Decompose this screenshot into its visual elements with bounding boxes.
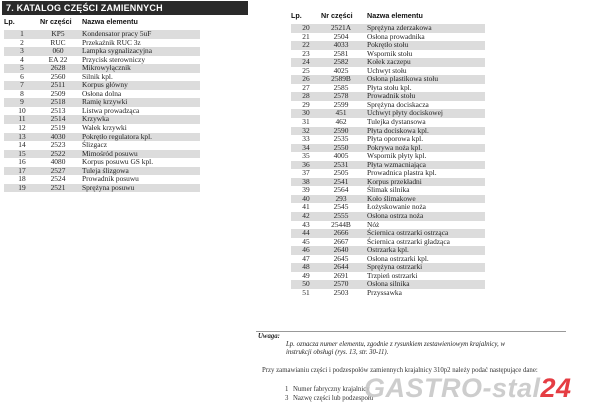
cell-lp: 33	[302, 134, 310, 144]
cell-part-name: Mikrowyłącznik	[76, 64, 200, 73]
col-header-name: Nazwa elementu	[82, 17, 138, 26]
cell-part-number: 2513	[50, 105, 66, 115]
cell-part-number: 2590	[321, 127, 361, 136]
cell-part-name: Trzpień ostrzarki	[367, 270, 418, 280]
cell-part-name: Płyta dociskowa kpl.	[361, 127, 485, 136]
cell-lp: 6	[20, 71, 24, 81]
cell-part-name: Lampka sygnalizacyjna	[76, 47, 200, 56]
cell-part-number: 2691	[333, 270, 349, 280]
cell-lp: 15	[4, 150, 40, 159]
cell-part-number: 2504	[333, 31, 349, 41]
cell-part-name: Sprężyna ostrzarki	[361, 263, 485, 272]
cell-part-number: 2550	[321, 144, 361, 153]
col-header-name: Nazwa elementu	[367, 11, 423, 20]
cell-part-number: 060	[40, 47, 76, 56]
cell-part-name: Sprężyna posuwu	[76, 184, 200, 193]
cell-lp: 17	[4, 167, 40, 176]
cell-part-number: 2555	[321, 212, 361, 221]
cell-lp: 30	[291, 109, 321, 118]
cell-part-name: Płyta oporowa kpl.	[367, 134, 424, 144]
cell-part-name: Płyta stołu kpl.	[367, 82, 412, 92]
cell-part-name: Przekaźnik RUC 3z	[82, 37, 141, 47]
cell-part-number: 2667	[333, 236, 349, 246]
cell-lp: 42	[291, 212, 321, 221]
cell-part-number: 2585	[333, 82, 349, 92]
note-box	[256, 331, 566, 356]
cell-lp: 23	[302, 48, 310, 58]
cell-lp: 46	[291, 246, 321, 255]
ordering-intro: Przy zamawianiu części i podzespołów zamiennych krajalnicy 310p2 należy podać następujące dane:	[262, 367, 538, 374]
cell-part-name: Wspornik płyty kpl.	[367, 151, 427, 161]
cell-lp: 37	[302, 168, 310, 178]
cell-lp: 32	[291, 127, 321, 136]
cell-lp: 40	[291, 195, 321, 204]
cell-lp: 26	[291, 75, 321, 84]
cell-part-name: Osłona silnika	[361, 280, 485, 289]
list-item	[285, 394, 373, 403]
cell-part-number: 4030	[40, 133, 76, 142]
cell-lp: 10	[18, 105, 26, 115]
cell-part-name: Korpus główny	[76, 81, 200, 90]
cell-lp: 2	[20, 37, 24, 47]
cell-part-number: 2535	[333, 134, 349, 144]
cell-part-name: Sprężyna zderzakowa	[361, 24, 485, 33]
cell-part-name: Prowadnik stołu	[361, 92, 485, 101]
cell-part-number: 2505	[333, 168, 349, 178]
cell-part-name: Listwa prowadząca	[82, 105, 140, 115]
cell-part-name: Pokrywa noża kpl.	[361, 144, 485, 153]
cell-part-name: Pokrętło regulatora kpl.	[76, 133, 200, 142]
cell-part-name: Łożyskowanie noża	[367, 202, 426, 212]
cell-part-number: 2599	[333, 99, 349, 109]
cell-lp: 9	[4, 98, 40, 107]
col-header-lp: Lp.	[291, 11, 302, 20]
cell-part-name: Silnik kpl.	[82, 71, 113, 81]
cell-part-name: Prowadnik posuwu	[82, 174, 139, 184]
cell-part-number: 2524	[50, 174, 66, 184]
cell-lp: 36	[291, 161, 321, 170]
note-text: Lp. oznacza numer elementu, zgodnie z rysunkiem zestawieniowym krajalnicy, w instrukcji obsługi (rys. 13, str. 30-11).	[286, 341, 505, 356]
cell-part-name: Uchwyt stołu	[367, 65, 407, 75]
cell-part-name: Tuleja ślizgowa	[76, 167, 200, 176]
cell-part-name: Kondensator pracy 5uF	[76, 30, 200, 39]
cell-part-number: 4080	[50, 157, 66, 167]
cell-lp: 18	[18, 174, 26, 184]
col-header-lp: Lp.	[4, 17, 15, 26]
cell-part-name: Płyta wzmacniająca	[361, 161, 485, 170]
cell-lp: 8	[20, 88, 24, 98]
cell-lp: 48	[291, 263, 321, 272]
cell-part-number: 2511	[40, 81, 76, 90]
cell-part-number: 2578	[321, 92, 361, 101]
cell-lp: 21	[302, 31, 310, 41]
cell-part-number: 2628	[40, 64, 76, 73]
cell-part-name: Prowadnica plastra kpl.	[367, 168, 437, 178]
cell-part-name: Przycisk sterowniczy	[82, 54, 146, 64]
cell-part-name: Wspornik stołu	[367, 48, 413, 58]
cell-part-name: Koło ślimakowe	[361, 195, 485, 204]
watermark-main: GASTRO-stal	[364, 373, 541, 403]
section-title: 7. KATALOG CZĘŚCI ZAMIENNYCH	[2, 1, 248, 15]
cell-lp: 20	[291, 24, 321, 33]
list-item-number: 1	[285, 386, 289, 393]
cell-part-number: 2527	[40, 167, 76, 176]
watermark-logo	[364, 373, 572, 404]
list-item-number: 3	[285, 395, 289, 402]
cell-part-name: Pokrętło stołu	[361, 41, 485, 50]
cell-lp: 29	[302, 99, 310, 109]
cell-lp: 19	[4, 184, 40, 193]
cell-lp: 44	[291, 229, 321, 238]
list-item-text: Nazwę części lub podzespołu	[293, 395, 374, 402]
cell-part-number: 2518	[40, 98, 76, 107]
cell-part-number: 4025	[333, 65, 349, 75]
cell-part-number: 2560	[50, 71, 66, 81]
cell-part-name: Ślimak silnika	[367, 185, 410, 195]
cell-part-number: 2521A	[321, 24, 361, 33]
cell-part-number: 2666	[321, 229, 361, 238]
cell-part-number: 2503	[333, 287, 349, 297]
cell-part-number: 2519	[50, 123, 66, 133]
cell-part-number: RUC	[50, 37, 66, 47]
cell-part-name: Osłona prowadnika	[367, 31, 425, 41]
cell-part-number: 2589B	[321, 75, 361, 84]
cell-lp: 5	[4, 64, 40, 73]
cell-part-number: 2522	[40, 150, 76, 159]
cell-lp: 45	[302, 236, 310, 246]
parts-table-right	[291, 11, 485, 298]
cell-lp: 27	[302, 82, 310, 92]
cell-lp: 7	[4, 81, 40, 90]
cell-lp: 47	[302, 253, 310, 263]
cell-part-name: Sprężyna dociskacza	[367, 99, 429, 109]
cell-lp: 16	[18, 157, 26, 167]
cell-part-name: Ostrzarka kpl.	[361, 246, 485, 255]
cell-part-name: Kołek zaczepu	[361, 58, 485, 67]
cell-lp: 4	[20, 54, 24, 64]
cell-lp: 41	[302, 202, 310, 212]
cell-lp: 50	[291, 280, 321, 289]
cell-part-name: Przyssawka	[367, 287, 402, 297]
cell-part-name: Nóż	[367, 219, 380, 229]
cell-part-name: Osłona ostrzarki kpl.	[367, 253, 429, 263]
list-item-text: Numer fabryczny krajalnicy	[293, 386, 370, 393]
cell-lp: 51	[302, 287, 310, 297]
cell-lp: 38	[291, 178, 321, 187]
cell-part-name: Korpus przekładni	[361, 178, 485, 187]
parts-table-left	[4, 17, 200, 192]
cell-part-number: 4005	[333, 151, 349, 161]
cell-part-name: Osłona ostrza noża	[361, 212, 485, 221]
cell-part-name: Osłona dolna	[82, 88, 122, 98]
cell-part-name: Tulejka dystansowa	[367, 117, 426, 127]
table-row	[291, 289, 485, 298]
cell-lp: 3	[4, 47, 40, 56]
cell-lp: 25	[302, 65, 310, 75]
cell-lp: 34	[291, 144, 321, 153]
cell-part-number: 2640	[321, 246, 361, 255]
cell-lp: 31	[302, 117, 310, 127]
col-header-nr: Nr części	[40, 17, 72, 26]
cell-part-number: 2544B	[331, 219, 351, 229]
table-row	[291, 212, 485, 221]
cell-part-number: 2570	[321, 280, 361, 289]
cell-lp: 12	[18, 123, 26, 133]
col-header-nr: Nr części	[321, 11, 353, 20]
cell-lp: 35	[302, 151, 310, 161]
cell-part-number: 2644	[321, 263, 361, 272]
cell-part-name: Ściernica ostrzarki ostrząca	[361, 229, 485, 238]
cell-part-number: 2582	[321, 58, 361, 67]
cell-part-number: 2523	[50, 140, 66, 150]
cell-part-name: Korpus posuwu GS kpl.	[82, 157, 154, 167]
cell-part-name: Krzywka	[76, 115, 200, 124]
cell-part-name: Ściernica ostrzarki gładząca	[367, 236, 450, 246]
cell-part-name: Osłona plastikowa stołu	[361, 75, 485, 84]
cell-part-number: 2541	[321, 178, 361, 187]
note-label: Uwaga:	[258, 333, 280, 340]
cell-part-name: Uchwyt płyty dociskowej	[361, 109, 485, 118]
cell-part-number: EA 22	[48, 54, 68, 64]
cell-lp: 11	[4, 115, 40, 124]
cell-part-name: Wałek krzywki	[82, 123, 127, 133]
cell-lp: 43	[302, 219, 310, 229]
cell-lp: 13	[4, 133, 40, 142]
cell-lp: 14	[18, 140, 26, 150]
cell-lp: 39	[302, 185, 310, 195]
cell-part-number: 2521	[40, 184, 76, 193]
cell-part-number: 451	[321, 109, 361, 118]
cell-part-name: Mimośród posuwu	[76, 150, 200, 159]
cell-lp: 24	[291, 58, 321, 67]
cell-lp: 49	[302, 270, 310, 280]
cell-lp: 22	[291, 41, 321, 50]
cell-part-number: 293	[321, 195, 361, 204]
ordering-list	[285, 385, 373, 403]
cell-part-number: 2514	[40, 115, 76, 124]
cell-part-number: 462	[335, 117, 347, 127]
cell-part-number: 2509	[50, 88, 66, 98]
table-row	[4, 184, 200, 193]
cell-part-number: KP5	[40, 30, 76, 39]
list-item	[285, 385, 373, 394]
cell-part-number: 2564	[333, 185, 349, 195]
watermark-accent: 24	[540, 373, 572, 403]
cell-part-name: Ślizgacz	[82, 140, 108, 150]
cell-part-number: 2545	[333, 202, 349, 212]
cell-part-number: 2581	[333, 48, 349, 58]
cell-part-number: 4033	[321, 41, 361, 50]
cell-part-name: Ramię krzywki	[76, 98, 200, 107]
cell-lp: 1	[4, 30, 40, 39]
cell-part-number: 2531	[321, 161, 361, 170]
cell-part-number: 2645	[333, 253, 349, 263]
cell-lp: 28	[291, 92, 321, 101]
